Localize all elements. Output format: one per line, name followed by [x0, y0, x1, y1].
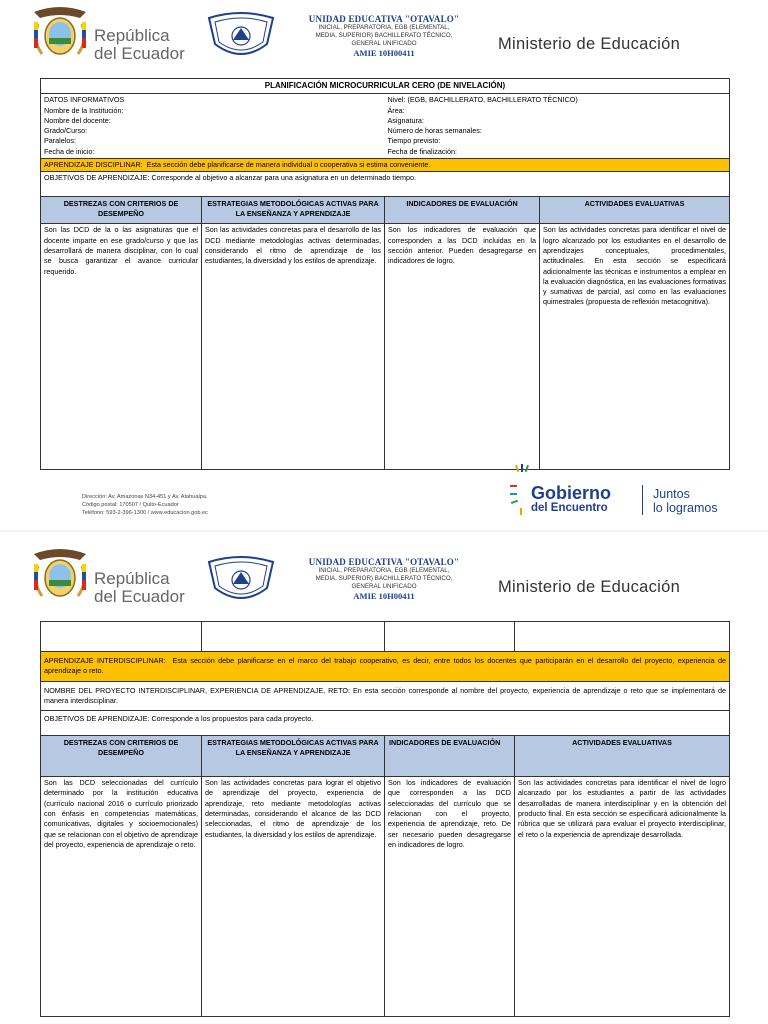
objetivos-row: OBJETIVOS DE APRENDIZAJE: Corresponde al objetivo a alcanzar para una asignatura en un determinado tiempo. — [41, 172, 730, 197]
logo-divider — [642, 485, 643, 515]
header-indicadores-2: INDICADORES DE EVALUACIÓN — [385, 736, 515, 777]
ministry-title-2: Ministerio de Educación — [498, 578, 681, 596]
blank-cell-3 — [385, 622, 515, 652]
republica-text: República del Ecuador — [94, 26, 185, 63]
nivel-label: Nivel: (EGB, BACHILLERATO, BACHILLERATO TÉCNICO) — [387, 95, 578, 105]
nombre-institucion-label: Nombre de la Institución: — [44, 105, 124, 115]
school-emblem — [205, 12, 277, 62]
republica-text-2: República del Ecuador — [94, 569, 185, 606]
header-estrategias: ESTRATEGIAS METODOLÓGICAS ACTIVAS PARA LA ENSEÑANZA Y APRENDIZAJE — [202, 197, 385, 224]
school-name: UNIDAD EDUCATIVA "OTAVALO" — [308, 14, 460, 24]
gobierno-logo: Gobierno del Encuentro — [531, 483, 611, 514]
ecuador-coat-of-arms-2 — [28, 546, 92, 604]
cell-actividades-2: Son las actividades concretas para identificar el nivel de logro alcanzado por los estudiantes a partir de las actividades desarrolladas de manera interdisciplinar y en la obtención del producto final. En esta sección se especificará adicionalmente la rúbrica que se utilizará para evaluar el proyecto interdisciplinar, el reto o la experiencia de aprendizaje desarrollada. — [515, 777, 730, 1017]
cell-actividades: Son las actividades concretas para identificar el nivel de logro alcanzado por los estudiantes en el desarrollo de aprendizajes conceptuales, procedimentales, actitudinales. En esta sección se especificará adicionalmente las técnicas e instrumentos a emplear en la evaluación diagnóstica, en las evaluaciones formativas y sumativas de parcial, así como en las evaluaciones quimestrales (propuesta de reflexión metacognitiva). — [540, 224, 730, 470]
datos-heading: DATOS INFORMATIVOS — [44, 95, 125, 105]
area-label: Área: — [387, 105, 405, 115]
header-destrezas: DESTREZAS CON CRITERIOS DE DESEMPEÑO — [41, 197, 202, 224]
page1-planning-form — [40, 78, 729, 470]
blank-cell-2 — [202, 622, 385, 652]
paralelos-label: Paralelos: — [44, 136, 76, 146]
amie-code: AMIE 10H00411 — [353, 48, 415, 58]
footer-address: Dirección: Av. Amazonas N34-451 y Av. Atahualpa. Código postal: 170507 / Quito-Ecuador Teléfono: 593-2-396-1300 / www.educacion.gob.ec — [82, 494, 208, 517]
header-actividades: ACTIVIDADES EVALUATIVAS — [540, 197, 730, 224]
school-header-2: UNIDAD EDUCATIVA "OTAVALO" INICIAL, PREPARATORIA, EGB (ELEMENTAL, MEDIA, SUPERIOR) BACHILLERATO TÉCNICO, GENERAL UNIFICADO AMIE 10H00411 — [308, 557, 460, 601]
page2-planning-form — [40, 621, 729, 1017]
school-levels-1: INICIAL, PREPARATORIA, EGB (ELEMENTAL, — [318, 24, 450, 31]
horas-semanales-label: Número de horas semanales: — [387, 126, 482, 136]
school-levels-2: MEDIA, SUPERIOR) BACHILLERATO TÉCNICO, — [315, 32, 453, 39]
datos-informativos-right — [385, 94, 730, 159]
ecuador-coat-of-arms — [28, 4, 92, 62]
ministry-title: Ministerio de Educación — [498, 35, 681, 53]
fecha-finalizacion-label: Fecha de finalización: — [387, 146, 458, 156]
header-indicadores: INDICADORES DE EVALUACIÓN — [385, 197, 540, 224]
header-destrezas-2: DESTREZAS CON CRITERIOS DE DESEMPEÑO — [41, 736, 202, 777]
cell-estrategias: Son las actividades concretas para el desarrollo de las DCD mediante metodologías activas determinadas, considerando el ritmo de aprendizaje de los estudiantes, la diversidad y los estilos de aprendizaje. — [202, 224, 385, 470]
blank-cell-1 — [41, 622, 202, 652]
datos-informativos-left — [41, 94, 385, 159]
school-levels-3: GENERAL UNIFICADO — [351, 40, 417, 47]
blank-cell-4 — [515, 622, 730, 652]
objetivos-row-2: OBJETIVOS DE APRENDIZAJE: Corresponde a los propuestos para cada proyecto. — [41, 711, 730, 736]
asignatura-label: Asignatura: — [387, 115, 424, 125]
tiempo-previsto-label: Tiempo previsto: — [387, 136, 441, 146]
page-break — [0, 530, 768, 532]
grado-curso-label: Grado/Curso: — [44, 126, 88, 136]
cell-indicadores: Son los indicadores de evaluación que corresponden a las DCD incluidas en la sección anterior. Pueden desagregarse en indicadores de logro. — [385, 224, 540, 470]
header-estrategias-2: ESTRATEGIAS METODOLÓGICAS ACTIVAS PARA LA ENSEÑANZA Y APRENDIZAJE — [202, 736, 385, 777]
aprendizaje-interdisciplinar-row: APRENDIZAJE INTERDISCIPLINAR: Esta sección debe planificarse en el marco del trabajo cooperativo, es decir, entre todos los docentes que participarán en el desarrollo del proyecto, experiencia de aprendizaje o reto. — [41, 652, 730, 682]
nombre-docente-label: Nombre del docente: — [44, 115, 111, 125]
fecha-inicio-label: Fecha de inicio: — [44, 146, 95, 156]
aprendizaje-disciplinar-row: APRENDIZAJE DISCIPLINAR: Esta sección debe planificarse de manera individual o cooperativa si estima conveniente. — [41, 159, 730, 172]
cell-estrategias-2: Son las actividades concretas para lograr el objetivo de aprendizaje del proyecto, experiencia de aprendizaje, reto mediante metodologías activas determinadas, considerando el alcance de las DCD seleccionadas, el ritmo de aprendizaje de los estudiantes, la diversidad y los estilos de aprendizaje. — [202, 777, 385, 1017]
school-header — [300, 14, 468, 58]
header-actividades-2: ACTIVIDADES EVALUATIVAS — [515, 736, 730, 777]
page1-title: PLANIFICACIÓN MICROCURRICULAR CERO (DE NIVELACIÓN) — [41, 79, 730, 94]
nombre-proyecto-row: NOMBRE DEL PROYECTO INTERDISCIPLINAR, EXPERIENCIA DE APRENDIZAJE, RETO: En esta sección corresponde al nombre del proyecto, experiencia de aprendizaje o reto que se implementará de manera interdisciplinar. — [41, 681, 730, 711]
cell-destrezas-2: Son las DCD seleccionadas del currículo determinado por la institución educativa (currículo nacional 2016 o currículo priorizado con énfasis en competencias matemáticas, comunicativas, digitales y socioemocionales) que se relacionan con el objetivo de aprendizaje del proyecto, experiencia de aprendizaje o reto. — [41, 777, 202, 1017]
school-emblem-2 — [205, 556, 277, 606]
juntos-slogan: Juntos lo logramos — [653, 487, 718, 515]
cell-destrezas: Son las DCD de la o las asignaturas que el docente imparte en ese grado/curso y que las desarrollará de manera disciplinar, con lo cual se busca garantizar el avance curricular requerido. — [41, 224, 202, 470]
cell-indicadores-2: Son los indicadores de evaluación que corresponden a las DCD seleccionadas del currículo que se relacionan con el proyecto, experiencia de aprendizaje, reto. De ser necesario pueden desagregarse en indicadores de logro. — [385, 777, 515, 1017]
